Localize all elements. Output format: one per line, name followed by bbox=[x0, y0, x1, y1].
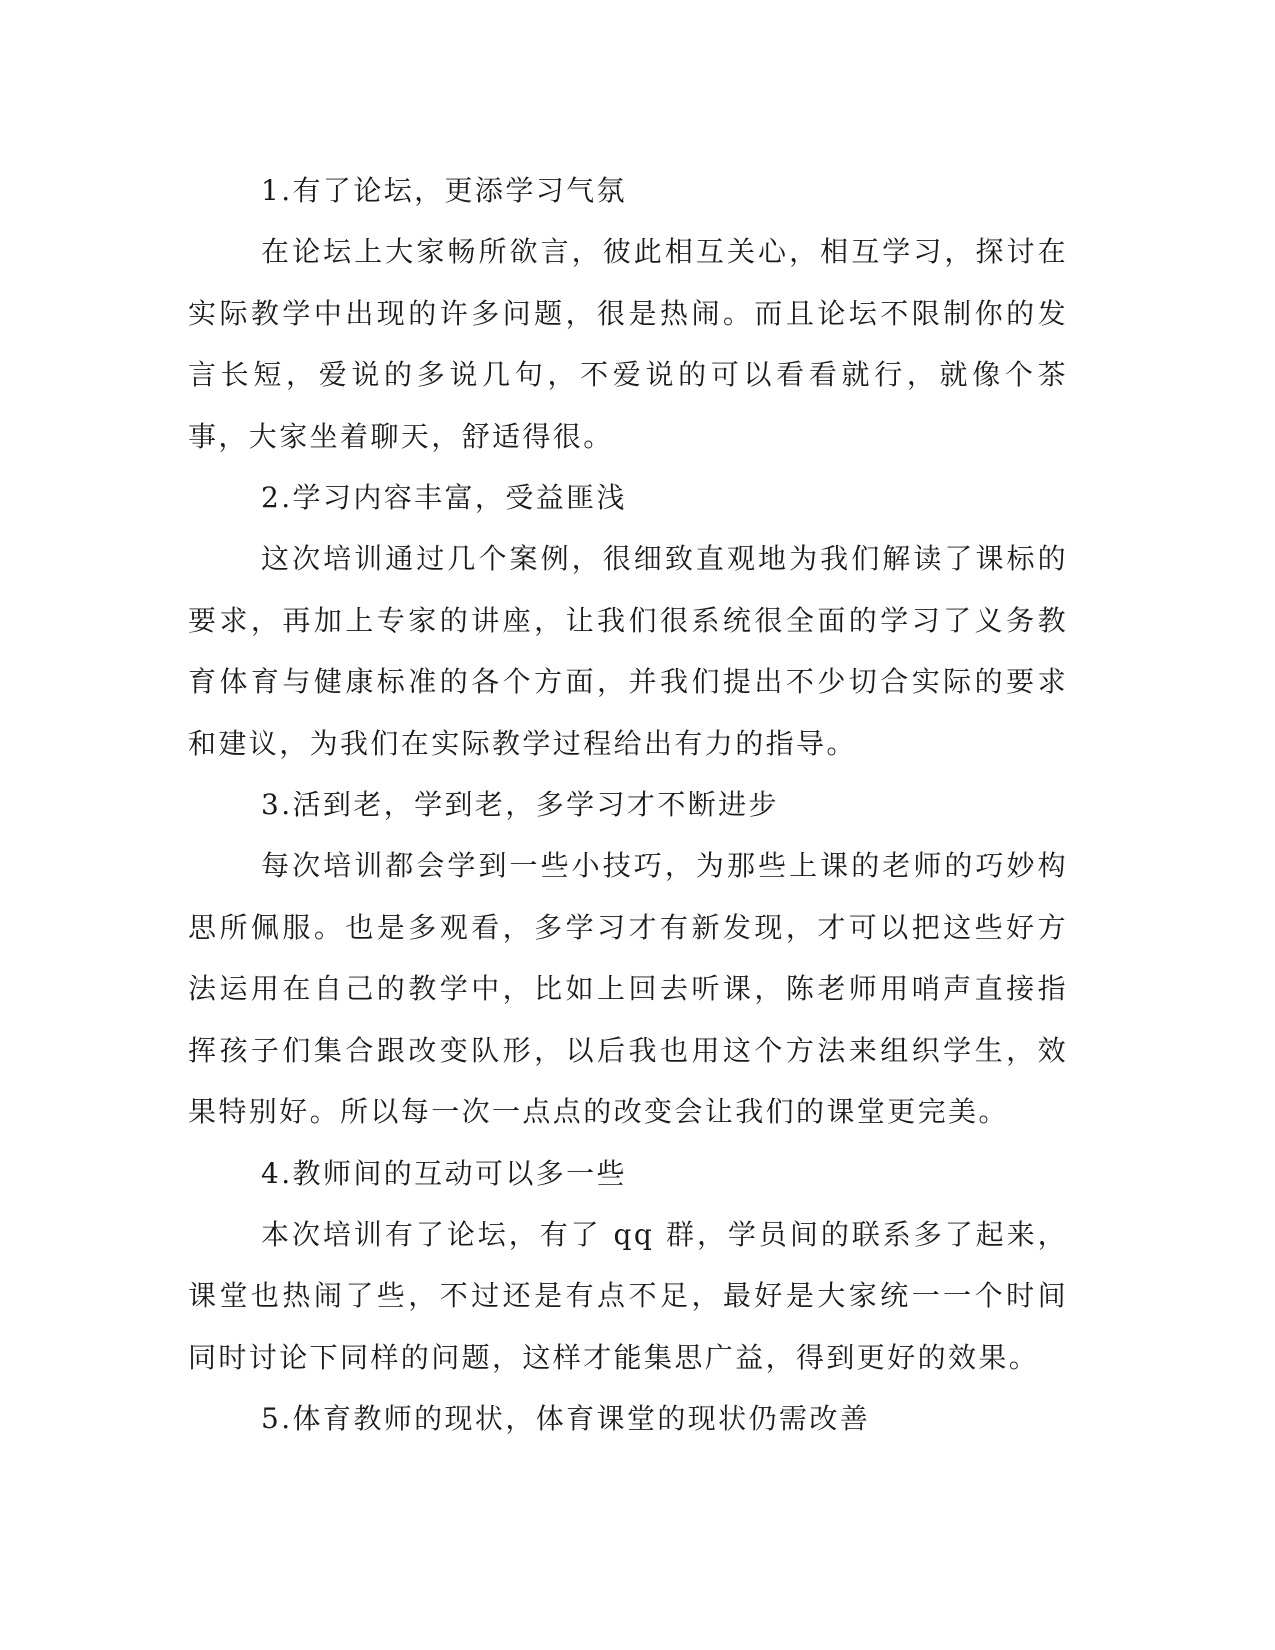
document-body bbox=[188, 160, 1068, 1450]
section-heading-5: 5.体育教师的现状，体育课堂的现状仍需改善 bbox=[261, 1402, 871, 1436]
body-paragraph-4: 本次培训有了论坛，有了 qq 群，学员间的联系多了起来，课堂也热闹了些，不过还是有点不足，最好是大家统一一个时间同时讨论下同样的问题，这样才能集思广益，得到更好的效果。 bbox=[188, 1217, 1068, 1374]
section-heading-3: 3.活到老，学到老，多学习才不断进步 bbox=[261, 788, 779, 822]
body-paragraph-2: 这次培训通过几个案例，很细致直观地为我们解读了课标的要求，再加上专家的讲座，让我们很系统很全面的学习了义务教育体育与健康标准的各个方面，并我们提出不少切合实际的要求和建议，为我们在实际教学过程给出有力的指导。 bbox=[188, 542, 1068, 760]
section-heading-1: 1.有了论坛，更添学习气氛 bbox=[261, 174, 627, 207]
body-paragraph-3: 每次培训都会学到一些小技巧，为那些上课的老师的巧妙构思所佩服。也是多观看，多学习才有新发现，才可以把这些好方法运用在自己的教学中，比如上回去听课，陈老师用哨声直接指挥孩子们集合跟改变队形，以后我也用这个方法来组织学生，效果特别好。所以每一次一点点的改变会让我们的课堂更完美。 bbox=[188, 849, 1068, 1129]
body-paragraph-1: 在论坛上大家畅所欲言，彼此相互关心，相互学习，探讨在实际教学中出现的许多问题，很是热闹。而且论坛不限制你的发言长短，爱说的多说几句，不爱说的可以看看就行，就像个茶事，大家坐着聊天，舒适得很。 bbox=[188, 235, 1068, 453]
section-heading-4: 4.教师间的互动可以多一些 bbox=[261, 1156, 627, 1190]
section-heading-2: 2.学习内容丰富，受益匪浅 bbox=[261, 481, 627, 515]
